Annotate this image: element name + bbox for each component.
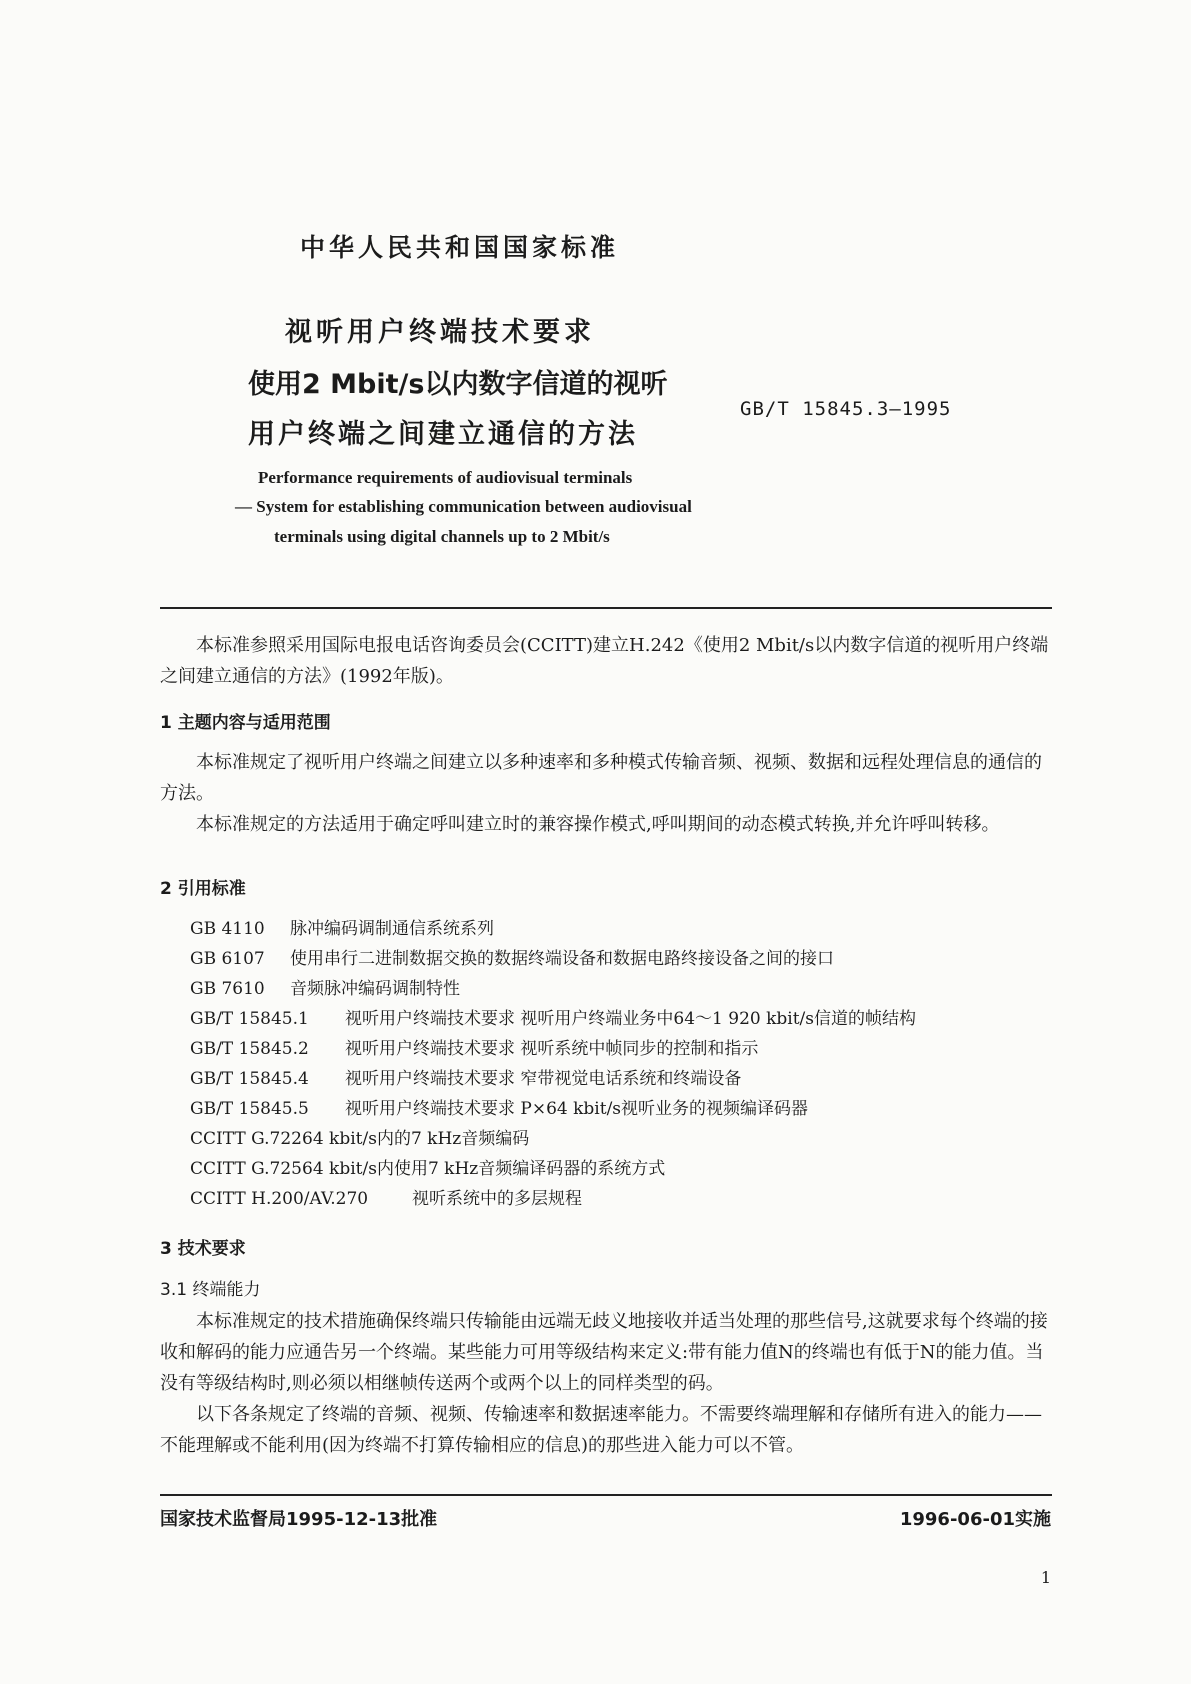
section-2-heading: 2 引用标准 bbox=[160, 879, 246, 899]
section-3-1-para1: 本标准规定的技术措施确保终端只传输能由远端无歧义地接收并适当处理的那些信号,这就要求每个终端的接收和解码的能力应通告另一个终端。某些能力可用等级结构来定义:带有能力值N的终端也有低于N的能力值。当没有等级结构时,则必须以相继帧传送两个或两个以上的同样类型的码。 bbox=[160, 1311, 1048, 1394]
effective-date: 1996-06-01实施 bbox=[899, 1509, 1051, 1530]
section-2-heading-wrap bbox=[160, 874, 1052, 905]
page-number: 1 bbox=[1040, 1568, 1051, 1587]
national-standard-label: 中华人民共和国国家标准 bbox=[300, 233, 620, 262]
reference-item: CCITT G.72564 kbit/s内使用7 kHz音频编译码器的系统方式 bbox=[190, 1159, 666, 1179]
section-3-1-heading: 3.1 终端能力 bbox=[160, 1280, 261, 1300]
section-3 bbox=[160, 1234, 1052, 1461]
footer-divider bbox=[160, 1494, 1052, 1496]
intro-paragraph: 本标准参照采用国际电报电话咨询委员会(CCITT)建立H.242《使用2 Mbit/s以内数字信道的视听用户终端之间建立通信的方法》(1992年版)。 bbox=[160, 635, 1049, 687]
section-1 bbox=[160, 708, 1052, 840]
section-3-1-para2: 以下各条规定了终端的音频、视频、传输速率和数据速率能力。不需要终端理解和存储所有进入的能力——不能理解或不能利用(因为终端不打算传输相应的信息)的那些进入能力可以不管。 bbox=[160, 1404, 1042, 1456]
title-en-line2: — System for establishing communication between audiovisual bbox=[235, 497, 692, 516]
reference-item: GB 7610 音频脉冲编码调制特性 bbox=[190, 979, 460, 999]
reference-item: GB 6107 使用串行二进制数据交换的数据终端设备和数据电路终接设备之间的接口 bbox=[190, 949, 834, 969]
title-cn-line2: 使用2 Mbit/s以内数字信道的视听 bbox=[248, 369, 668, 400]
approval-date: 国家技术监督局1995-12-13批准 bbox=[160, 1509, 438, 1530]
section-1-heading: 1 主题内容与适用范围 bbox=[160, 713, 331, 733]
standard-number: GB/T 15845.3—1995 bbox=[740, 398, 952, 420]
reference-item: GB 4110 脉冲编码调制通信系统系列 bbox=[190, 919, 494, 939]
title-cn-line3: 用户终端之间建立通信的方法 bbox=[248, 419, 638, 450]
reference-item: CCITT G.72264 kbit/s内的7 kHz音频编码 bbox=[190, 1129, 530, 1149]
section-1-para2: 本标准规定的方法适用于确定呼叫建立时的兼容操作模式,呼叫期间的动态模式转换,并允许呼叫转移。 bbox=[196, 814, 1000, 835]
section-1-para1: 本标准规定了视听用户终端之间建立以多种速率和多种模式传输音频、视频、数据和远程处理信息的通信的方法。 bbox=[160, 752, 1042, 804]
section-3-heading: 3 技术要求 bbox=[160, 1239, 246, 1259]
title-en-line3: terminals using digital channels up to 2 Mbit/s bbox=[274, 527, 610, 546]
header-divider bbox=[160, 607, 1052, 609]
title-cn-line1: 视听用户终端技术要求 bbox=[285, 317, 595, 348]
reference-item: GB/T 15845.4 视听用户终端技术要求 窄带视觉电话系统和终端设备 bbox=[190, 1069, 742, 1089]
reference-item: CCITT H.200/AV.270 视听系统中的多层规程 bbox=[190, 1189, 582, 1209]
reference-item: GB/T 15845.2 视听用户终端技术要求 视听系统中帧同步的控制和指示 bbox=[190, 1039, 759, 1059]
title-en-line1: Performance requirements of audiovisual terminals bbox=[258, 468, 633, 487]
reference-item: GB/T 15845.5 视听用户终端技术要求 P×64 kbit/s视听业务的视频编译码器 bbox=[190, 1099, 809, 1119]
reference-item: GB/T 15845.1 视听用户终端技术要求 视听用户终端业务中64～1 920 kbit/s信道的帧结构 bbox=[190, 1009, 917, 1029]
